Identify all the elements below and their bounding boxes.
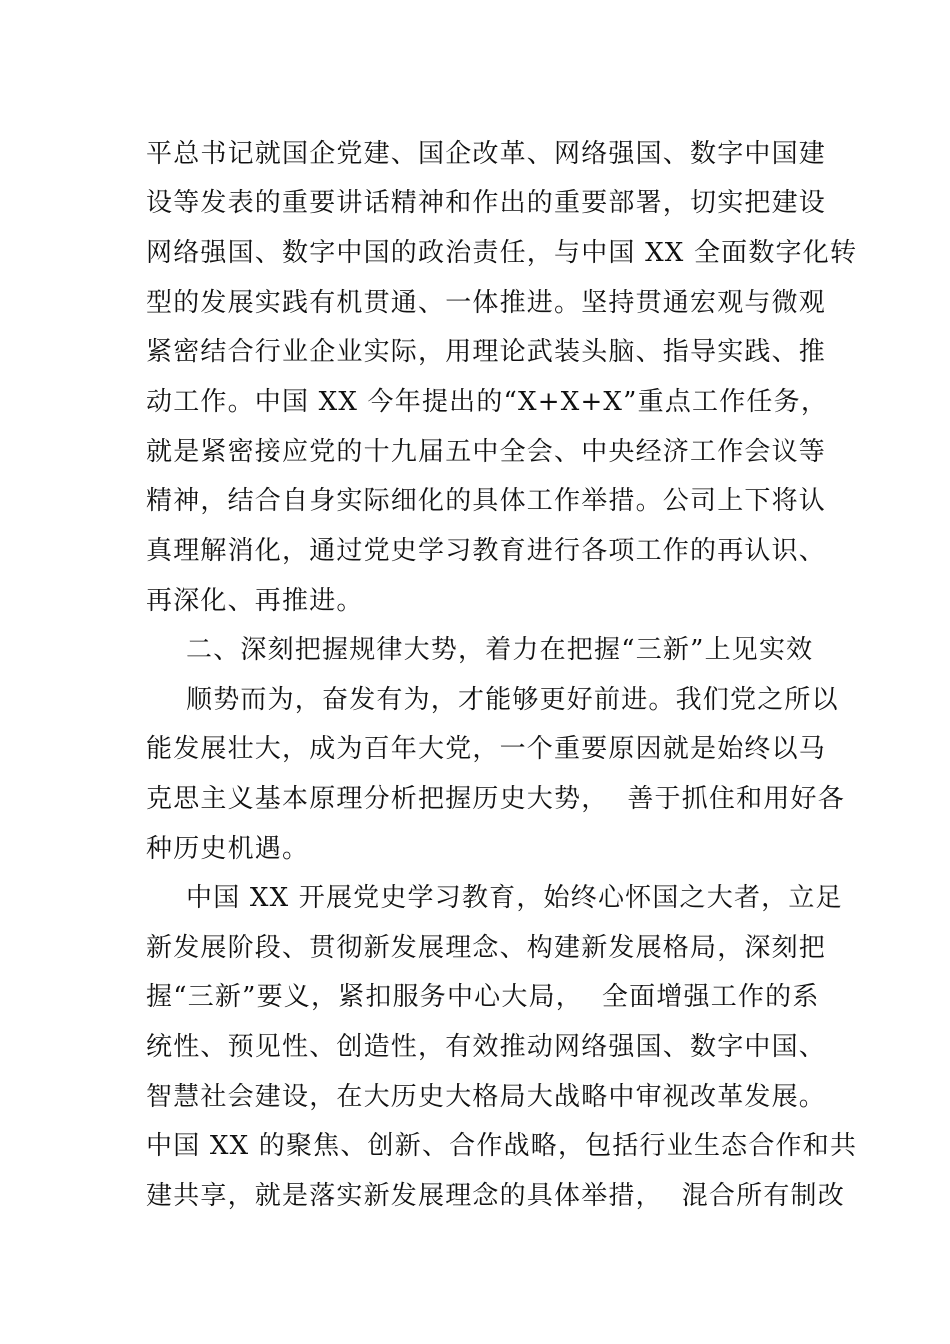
body-line-12: 顺势而为，奋发有为，才能够更好前进。我们党之所以 bbox=[186, 685, 839, 715]
body-line-6: 动工作。中国 XX 今年提出的“X+X+X”重点工作任务， bbox=[146, 387, 829, 417]
body-line-7: 就是紧密接应党的十九届五中全会、中央经济工作会议等 bbox=[146, 437, 827, 467]
body-line-1: 平总书记就国企党建、国企改革、网络强国、数字中国建 bbox=[146, 139, 827, 169]
body-line-13: 能发展壮大，成为百年大党，一个重要原因就是始终以马 bbox=[146, 734, 827, 764]
body-line-18: 握“三新”要义，紧扣服务中心大局， 全面增强工作的系 bbox=[146, 982, 820, 1012]
body-line-21: 中国 XX 的聚焦、创新、合作战略，包括行业生态合作和共 bbox=[146, 1131, 858, 1161]
body-line-4: 型的发展实践有机贯通、一体推进。坚持贯通宏观与微观 bbox=[146, 288, 827, 318]
body-line-17: 新发展阶段、贯彻新发展理念、构建新发展格局，深刻把 bbox=[146, 933, 827, 963]
body-line-5: 紧密结合行业企业实际，用理论武装头脑、指导实践、推 bbox=[146, 337, 827, 367]
body-line-10: 再深化、再推进。 bbox=[146, 586, 364, 616]
body-line-3: 网络强国、数字中国的政治责任，与中国 XX 全面数字化转 bbox=[146, 238, 858, 268]
body-line-14: 克思主义基本原理分析把握历史大势， 善于抓住和用好各 bbox=[146, 784, 845, 814]
body-line-20: 智慧社会建设，在大历史大格局大战略中审视改革发展。 bbox=[146, 1082, 827, 1112]
body-line-2: 设等发表的重要讲话精神和作出的重要部署，切实把建设 bbox=[146, 188, 827, 218]
body-line-15: 种历史机遇。 bbox=[146, 834, 310, 864]
body-line-9: 真理解消化，通过党史学习教育进行各项工作的再认识、 bbox=[146, 536, 827, 566]
body-line-19: 统性、预见性、创造性，有效推动网络强国、数字中国、 bbox=[146, 1032, 827, 1062]
section-heading: 二、深刻把握规律大势，着力在把握“三新”上见实效 bbox=[186, 635, 814, 665]
body-line-8: 精神，结合自身实际细化的具体工作举措。公司上下将认 bbox=[146, 486, 827, 516]
body-line-22: 建共享，就是落实新发展理念的具体举措， 混合所有制改 bbox=[146, 1181, 845, 1211]
body-line-16: 中国 XX 开展党史学习教育，始终心怀国之大者，立足 bbox=[186, 883, 843, 913]
